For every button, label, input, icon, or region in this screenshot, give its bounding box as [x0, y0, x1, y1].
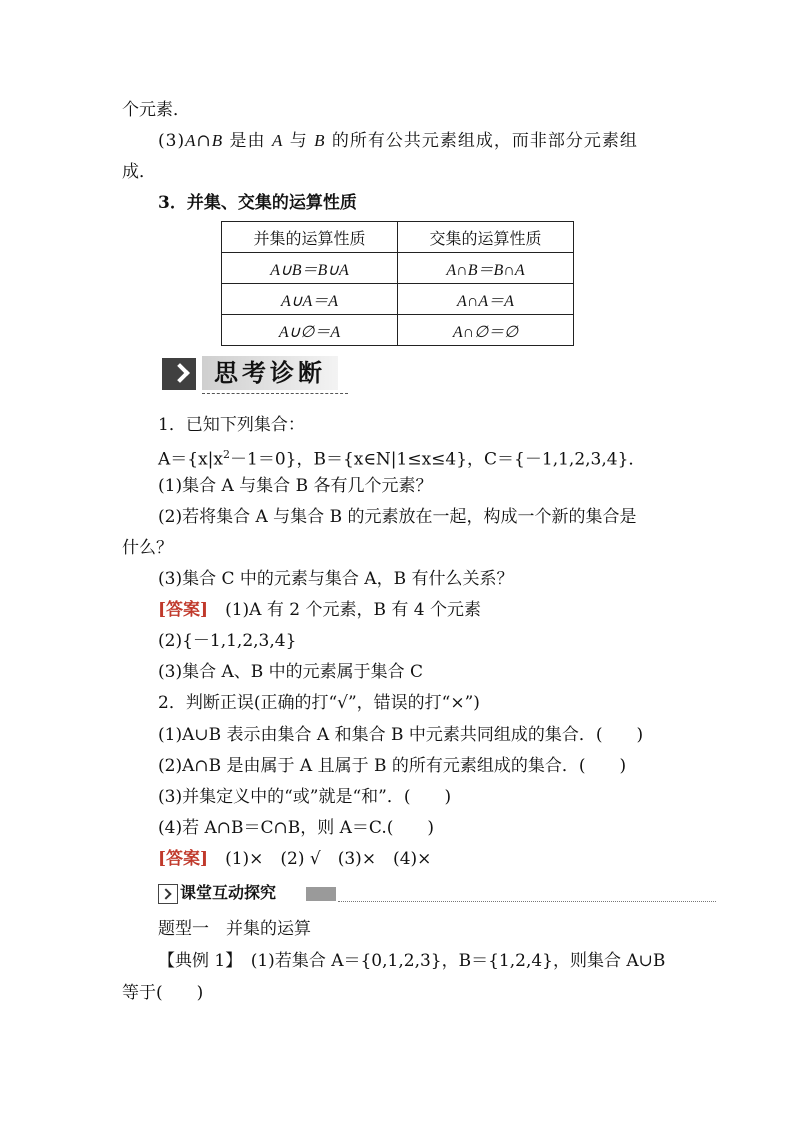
table-header-row	[222, 222, 574, 253]
text: (1)× (2) √ (3)× (4)×	[208, 849, 432, 869]
table-header: 并集的运算性质	[222, 222, 398, 253]
question-part	[158, 755, 626, 777]
text: A＝{x|x	[158, 449, 223, 470]
text: (1)集合 A 与集合 B 各有几个元素？	[158, 476, 433, 496]
banner-title: 课堂互动探究	[180, 883, 277, 902]
set-definitions	[158, 444, 645, 471]
text: (1)若集合 A＝{0,1,2,3}，B＝{1,2,4}，则集合 A∪B	[233, 951, 666, 971]
var-a: A	[185, 131, 197, 150]
var-b: B	[314, 131, 326, 150]
text: －1＝0}，B＝{x∈N|1≤x≤4}，C＝{－1,1,2,3,4}．	[230, 449, 646, 470]
table-cell: A∩A＝A	[398, 284, 574, 315]
text-line	[158, 130, 638, 152]
text: (4)若 A∩B＝C∩B，则 A＝C.( )	[158, 818, 434, 838]
text: 成．	[122, 162, 156, 182]
table-cell: A∩∅＝∅	[398, 315, 574, 346]
var-a: A	[271, 131, 284, 150]
answer-line	[158, 599, 481, 621]
chevron-right-icon	[158, 884, 178, 904]
operations-table	[221, 221, 574, 346]
intersect-symbol: ∩	[196, 131, 212, 151]
decorative-bar	[306, 887, 336, 901]
text: (1)A 有 2 个元素，B 有 4 个元素	[208, 600, 481, 620]
answer-label: [答案]	[158, 849, 209, 869]
question-part	[158, 817, 434, 839]
text: (3)并集定义中的“或”就是“和”．( )	[158, 787, 452, 807]
text: (2){－1,1,2,3,4}	[158, 631, 297, 651]
text: (3)集合 C 中的元素与集合 A，B 有什么关系？	[158, 569, 514, 589]
text: 3．并集、交集的运算性质	[158, 193, 357, 213]
question-part	[158, 506, 636, 528]
text: 等于( )	[122, 983, 204, 1003]
question-part	[158, 724, 643, 746]
answer-line	[158, 661, 423, 683]
text: 与	[283, 131, 315, 151]
answer-label: [答案]	[158, 600, 209, 620]
divider	[202, 393, 348, 394]
superscript: 2	[223, 448, 230, 461]
think-diagnose-banner	[162, 356, 352, 394]
table-cell: A∪A＝A	[222, 284, 398, 315]
text: 1．已知下列集合：	[158, 415, 305, 435]
answer-line	[158, 630, 296, 652]
question-part	[158, 568, 513, 590]
question-title	[158, 692, 480, 714]
banner-title: 思考诊断	[202, 356, 338, 390]
table-row	[222, 315, 574, 346]
divider	[338, 901, 716, 902]
example-line	[158, 950, 665, 972]
text: (3)集合 A、B 中的元素属于集合 C	[158, 662, 424, 682]
example-label: 【典例 1】	[158, 951, 234, 971]
example-line	[122, 982, 203, 1004]
section-heading	[158, 192, 357, 214]
text: (1)A∪B 表示由集合 A 和集合 B 中元素共同组成的集合．( )	[158, 725, 644, 745]
question-part	[158, 786, 451, 808]
question-part	[158, 475, 432, 497]
table-header: 交集的运算性质	[398, 222, 574, 253]
question-title	[158, 414, 305, 436]
text: 题型一 并集的运算	[158, 919, 311, 939]
text: 是由	[223, 131, 272, 151]
text: (2)若将集合 A 与集合 B 的元素放在一起，构成一个新的集合是	[158, 507, 637, 527]
var-b: B	[211, 131, 224, 150]
text: 个元素．	[122, 100, 190, 120]
table-cell: A∩B＝B∩A	[398, 253, 574, 284]
text-line	[122, 161, 156, 183]
table-row	[222, 284, 574, 315]
text-line	[122, 99, 190, 121]
answer-line	[158, 848, 431, 870]
classroom-banner	[158, 882, 718, 904]
text: 什么？	[122, 538, 173, 558]
text: (3)	[158, 131, 186, 151]
text: 2．判断正误(正确的打“√”，错误的打“×”)	[158, 693, 480, 713]
text: 的所有公共元素组成，而非部分元素组	[325, 131, 638, 151]
section-title	[158, 918, 311, 940]
chevron-right-icon	[162, 358, 196, 390]
table-cell: A∪B＝B∪A	[222, 253, 398, 284]
table-cell: A∪∅＝A	[222, 315, 398, 346]
text: (2)A∩B 是由属于 A 且属于 B 的所有元素组成的集合．( )	[158, 756, 627, 776]
question-part	[122, 537, 173, 559]
table-row	[222, 253, 574, 284]
